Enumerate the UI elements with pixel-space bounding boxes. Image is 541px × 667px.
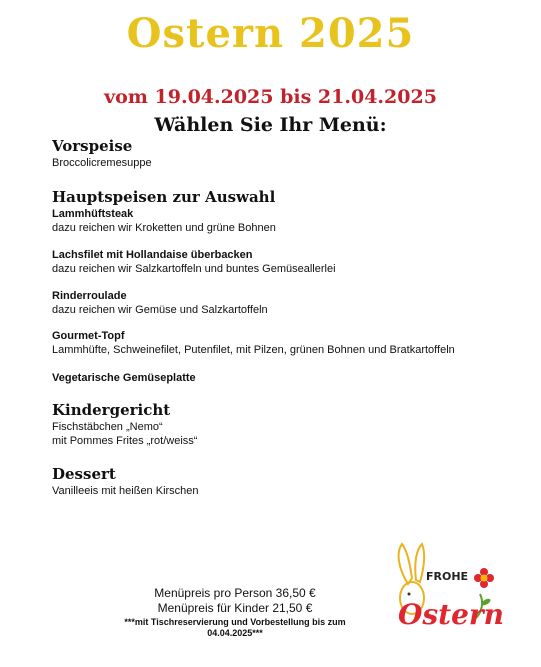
menu-choice-heading: Wählen Sie Ihr Menü: [154,114,387,136]
dish-name: Lammhüftsteak [52,208,134,220]
dish-name: Lachsfilet mit Hollandaise überbacken [52,249,253,261]
child-price: Menüpreis für Kinder 21,50 € [157,601,313,615]
date-range: vom 19.04.2025 bis 21.04.2025 [104,86,437,108]
dessert-heading: Dessert [52,465,116,483]
logo-frohe-text: FROHE [426,570,469,583]
dish-description: dazu reichen wir Gemüse und Salzkartoffeln [52,304,268,316]
reservation-note: ***mit Tischreservierung und Vorbestellung bis zum [124,617,346,627]
adult-price: Menüpreis pro Person 36,50 € [154,586,316,600]
frohe-ostern-logo [392,538,504,650]
dish-description: dazu reichen wir Kroketten und grüne Bohnen [52,222,276,234]
logo-ostern-text: Ostern [398,598,504,631]
kids-item-side: mit Pommes Frites „rot/weiss“ [52,435,198,447]
kids-heading: Kindergericht [52,401,171,419]
kids-item: Fischstäbchen „Nemo“ [52,421,163,433]
reservation-deadline: 04.04.2025*** [207,628,263,638]
page-title: Ostern 2025 [126,10,415,57]
dish-name: Rinderroulade [52,290,127,302]
mains-heading: Hauptspeisen zur Auswahl [52,188,276,206]
starter-heading: Vorspeise [52,137,133,155]
dish-name: Gourmet-Topf [52,330,125,342]
dish-description: Lammhüfte, Schweinefilet, Putenfilet, mit Pilzen, grünen Bohnen und Bratkartoffeln [52,344,455,356]
starter-item: Broccolicremesuppe [52,157,152,169]
flower-icon [474,568,494,588]
dish-name: Vegetarische Gemüseplatte [52,372,196,384]
dessert-item: Vanilleeis mit heißen Kirschen [52,485,199,497]
dish-description: dazu reichen wir Salzkartoffeln und buntes Gemüseallerlei [52,263,336,275]
